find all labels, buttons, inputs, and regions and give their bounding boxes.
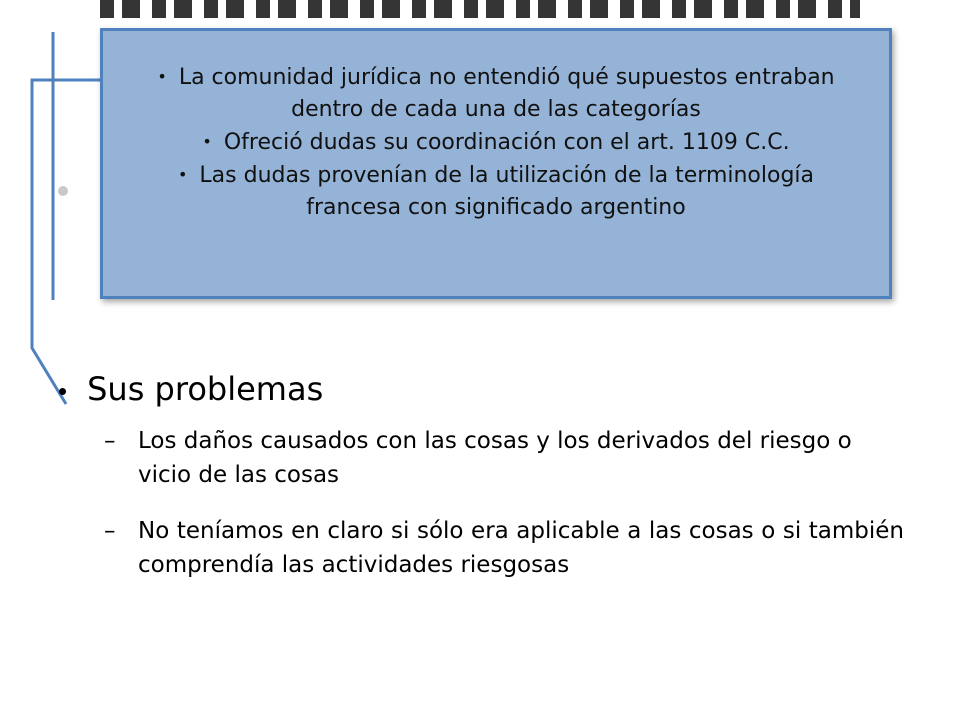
subitem — [104, 424, 904, 492]
bullet-icon: • — [177, 165, 188, 184]
obscured-heading-fragment — [100, 0, 860, 18]
obscured-bullet — [58, 186, 68, 196]
callout-list — [103, 31, 889, 224]
callout-box — [100, 28, 892, 299]
main-bullet-heading — [58, 370, 323, 408]
bracket-arrow-line — [32, 80, 100, 404]
heading-text: Sus problemas — [87, 370, 324, 408]
subitem-text: No teníamos en claro si sólo era aplicable a las cosas o si también comprendía las actividades riesgosas — [138, 518, 904, 578]
bullet-icon: • — [58, 376, 68, 406]
callout-item: • Las dudas provenían de la utilización de la terminología francesa con significado argentino — [123, 159, 869, 224]
bullet-icon: • — [202, 132, 212, 151]
subitem-text: Los daños causados con las cosas y los derivados del riesgo o vicio de las cosas — [138, 428, 852, 488]
callout-item: • La comunidad jurídica no entendió qué supuestos entraban dentro de cada una de las categorías — [123, 61, 869, 126]
subitem — [104, 514, 904, 582]
dash-icon: – — [104, 428, 116, 454]
bullet-icon: • — [157, 67, 167, 86]
callout-item: • Ofreció dudas su coordinación con el art. 1109 C.C. — [123, 126, 869, 159]
dash-icon: – — [104, 518, 116, 544]
